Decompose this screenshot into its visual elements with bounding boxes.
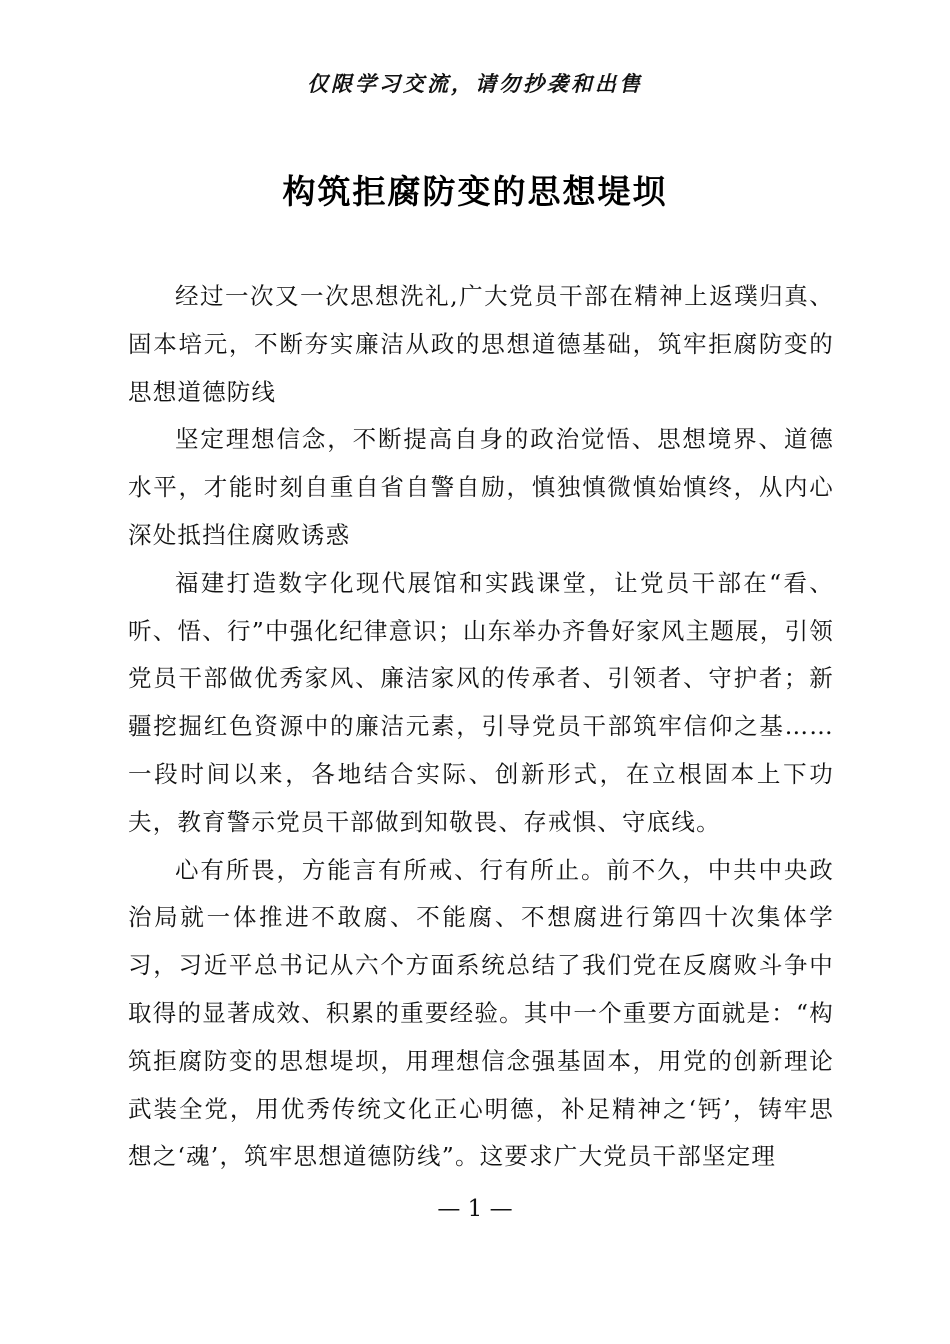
document-body bbox=[128, 273, 834, 1181]
paragraph: 福建打造数字化现代展馆和实践课堂，让党员干部在“看、听、悟、行”中强化纪律意识；山东举办齐鲁好家风主题展，引领党员干部做优秀家风、廉洁家风的传承者、引领者、守护者；新疆挖掘红色资源中的廉洁元素，引导党员干部筑牢信仰之基……一段时间以来，各地结合实际、创新形式，在立根固本上下功夫，教育警示党员干部做到知敬畏、存戒惧、守底线。 bbox=[128, 568, 834, 836]
paragraph: 坚定理想信念，不断提高自身的政治觉悟、思想境界、道德水平，才能时刻自重自省自警自励，慎独慎微慎始慎终，从内心深处抵挡住腐败诱惑 bbox=[128, 425, 834, 549]
header-note: 仅限学习交流，请勿抄袭和出售 bbox=[307, 71, 643, 96]
paragraph: 经过一次又一次思想洗礼,广大党员干部在精神上返璞归真、固本培元，不断夯实廉洁从政的思想道德基础，筑牢拒腐防变的思想道德防线 bbox=[128, 282, 834, 406]
paragraph: 心有所畏，方能言有所戒、行有所止。前不久，中共中央政治局就一体推进不敢腐、不能腐、不想腐进行第四十次集体学习，习近平总书记从六个方面系统总结了我们党在反腐败斗争中取得的显著成效、积累的重要经验。其中一个重要方面就是：“构筑拒腐防变的思想堤坝，用理想信念强基固本，用党的创新理论武装全党，用优秀传统文化正心明德，补足精神之‘钙’，铸牢思想之‘魂’，筑牢思想道德防线”。这要求广大党员干部坚定理 bbox=[128, 855, 834, 1171]
document-title: 构筑拒腐防变的思想堤坝 bbox=[282, 172, 668, 211]
page-number: — 1 — bbox=[437, 1196, 513, 1222]
